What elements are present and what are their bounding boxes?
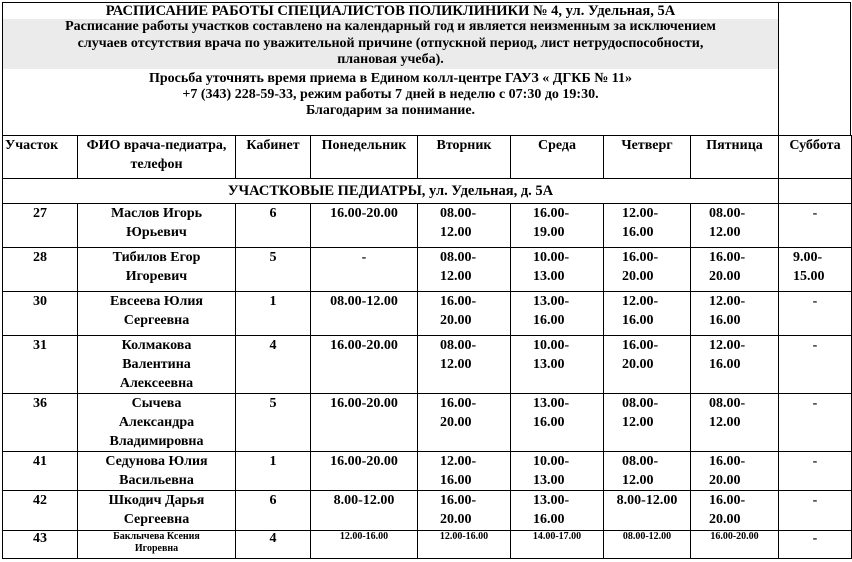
col-monday: Понедельник [311,136,418,179]
cell-friday: 16.00-20.00 [691,491,779,531]
cell-cabinet: 1 [236,452,311,491]
cell-wednesday: 13.00-16.00 [511,491,604,531]
cell-doctor-name: Колмакова Валентина Алексеевна [78,336,236,394]
schedule-header [2,2,778,136]
cell-uchastok: 28 [3,248,78,292]
cell-saturday: - [779,292,852,336]
section-row [3,179,852,204]
col-doctor-name: ФИО врача-педиатра, телефон [78,136,236,179]
cell-tuesday: 08.00-12.00 [418,336,511,394]
cell-saturday: - [779,491,852,531]
cell-doctor-name: Маслов Игорь Юрьевич [78,204,236,248]
note-line-3: плановая учеба). [3,52,778,68]
cell-wednesday: 14.00-17.00 [511,531,604,559]
cell-monday: 16.00-20.00 [311,204,418,248]
cell-saturday: - [779,336,852,394]
col-thursday: Четверг [604,136,691,179]
note-line-1: Расписание работы участков составлено на календарный год и является неизменным за исключением [3,19,778,35]
section-title: УЧАСТКОВЫЕ ПЕДИАТРЫ, ул. Удельная, д. 5А [3,179,779,204]
col-cabinet: Кабинет [236,136,311,179]
cell-monday: 8.00-12.00 [311,491,418,531]
cell-friday: 12.00-16.00 [691,292,779,336]
col-friday: Пятница [691,136,779,179]
cell-thursday: 08.00-12.00 [604,531,691,559]
col-tuesday: Вторник [418,136,511,179]
table-row [3,248,852,292]
cell-saturday: - [779,204,852,248]
cell-thursday: 8.00-12.00 [604,491,691,531]
cell-doctor-name: Тибилов Егор Игоревич [78,248,236,292]
cell-friday: 12.00-16.00 [691,336,779,394]
cell-uchastok: 30 [3,292,78,336]
cell-friday: 16.00-20.00 [691,452,779,491]
cell-uchastok: 43 [3,531,78,559]
cell-cabinet: 4 [236,336,311,394]
cell-thursday: 08.00-12.00 [604,452,691,491]
cell-monday: 16.00-20.00 [311,336,418,394]
cell-monday: 16.00-20.00 [311,394,418,452]
cell-tuesday: 16.00-20.00 [418,292,511,336]
cell-wednesday: 13.00-16.00 [511,292,604,336]
cell-uchastok: 36 [3,394,78,452]
section-empty-cell [779,179,852,204]
cell-monday: 12.00-16.00 [311,531,418,559]
cell-monday: 16.00-20.00 [311,452,418,491]
col-saturday: Суббота [779,136,852,179]
cell-uchastok: 31 [3,336,78,394]
cell-doctor-name: Шкодич Дарья Сергеевна [78,491,236,531]
call-center-line-1: Просьба уточнять время приема в Едином колл-центре ГАУЗ « ДГКБ № 11» [148,70,632,86]
cell-thursday: 16.00-20.00 [604,336,691,394]
header-empty-cell [778,2,851,136]
cell-tuesday: 08.00-12.00 [418,248,511,292]
cell-tuesday: 16.00-20.00 [418,491,511,531]
cell-uchastok: 27 [3,204,78,248]
cell-tuesday: 12.00-16.00 [418,452,511,491]
table-row [3,531,852,559]
table-row [3,292,852,336]
cell-monday: - [311,248,418,292]
cell-saturday: - [779,531,852,559]
cell-friday: 16.00-20.00 [691,248,779,292]
cell-uchastok: 42 [3,491,78,531]
cell-thursday: 12.00-16.00 [604,292,691,336]
cell-doctor-name: Сычева Александра Владимировна [78,394,236,452]
cell-wednesday: 10.00-13.00 [511,336,604,394]
cell-monday: 08.00-12.00 [311,292,418,336]
thanks-line: Благодарим за понимание. [305,103,476,119]
cell-tuesday: 12.00-16.00 [418,531,511,559]
table-header-row [3,136,852,179]
cell-cabinet: 6 [236,491,311,531]
cell-thursday: 08.00-12.00 [604,394,691,452]
cell-cabinet: 6 [236,204,311,248]
col-uchastok: Участок [3,136,78,179]
table-row [3,452,852,491]
cell-cabinet: 5 [236,248,311,292]
call-center-line-2: +7 (343) 228-59-33, режим работы 7 дней в неделю с 07:30 до 19:30. [182,87,599,103]
cell-doctor-name: Седунова Юлия Васильевна [78,452,236,491]
table-row [3,336,852,394]
cell-wednesday: 10.00-13.00 [511,248,604,292]
cell-thursday: 16.00-20.00 [604,248,691,292]
table-row [3,394,852,452]
schedule-title: РАСПИСАНИЕ РАБОТЫ СПЕЦИАЛИСТОВ ПОЛИКЛИНИКИ № 4, ул. Удельная, 5А [105,3,676,19]
cell-saturday: 9.00-15.00 [779,248,852,292]
cell-friday: 16.00-20.00 [691,531,779,559]
cell-cabinet: 1 [236,292,311,336]
table-row [3,204,852,248]
cell-uchastok: 41 [3,452,78,491]
cell-tuesday: 16.00-20.00 [418,394,511,452]
cell-cabinet: 4 [236,531,311,559]
note-line-2: случаев отсутствия врача по уважительной причине (отпускной период, лист нетрудоспособности, [3,36,778,52]
cell-saturday: - [779,394,852,452]
cell-doctor-name: Баклычева Ксения Игоревна [78,531,236,559]
cell-thursday: 12.00-16.00 [604,204,691,248]
cell-wednesday: 10.00-13.00 [511,452,604,491]
cell-saturday: - [779,452,852,491]
cell-friday: 08.00-12.00 [691,394,779,452]
cell-wednesday: 16.00-19.00 [511,204,604,248]
cell-tuesday: 08.00-12.00 [418,204,511,248]
cell-doctor-name: Евсеева Юлия Сергеевна [78,292,236,336]
table-row [3,491,852,531]
cell-wednesday: 13.00-16.00 [511,394,604,452]
cell-friday: 08.00-12.00 [691,204,779,248]
cell-cabinet: 5 [236,394,311,452]
schedule-table [2,135,852,559]
col-wednesday: Среда [511,136,604,179]
